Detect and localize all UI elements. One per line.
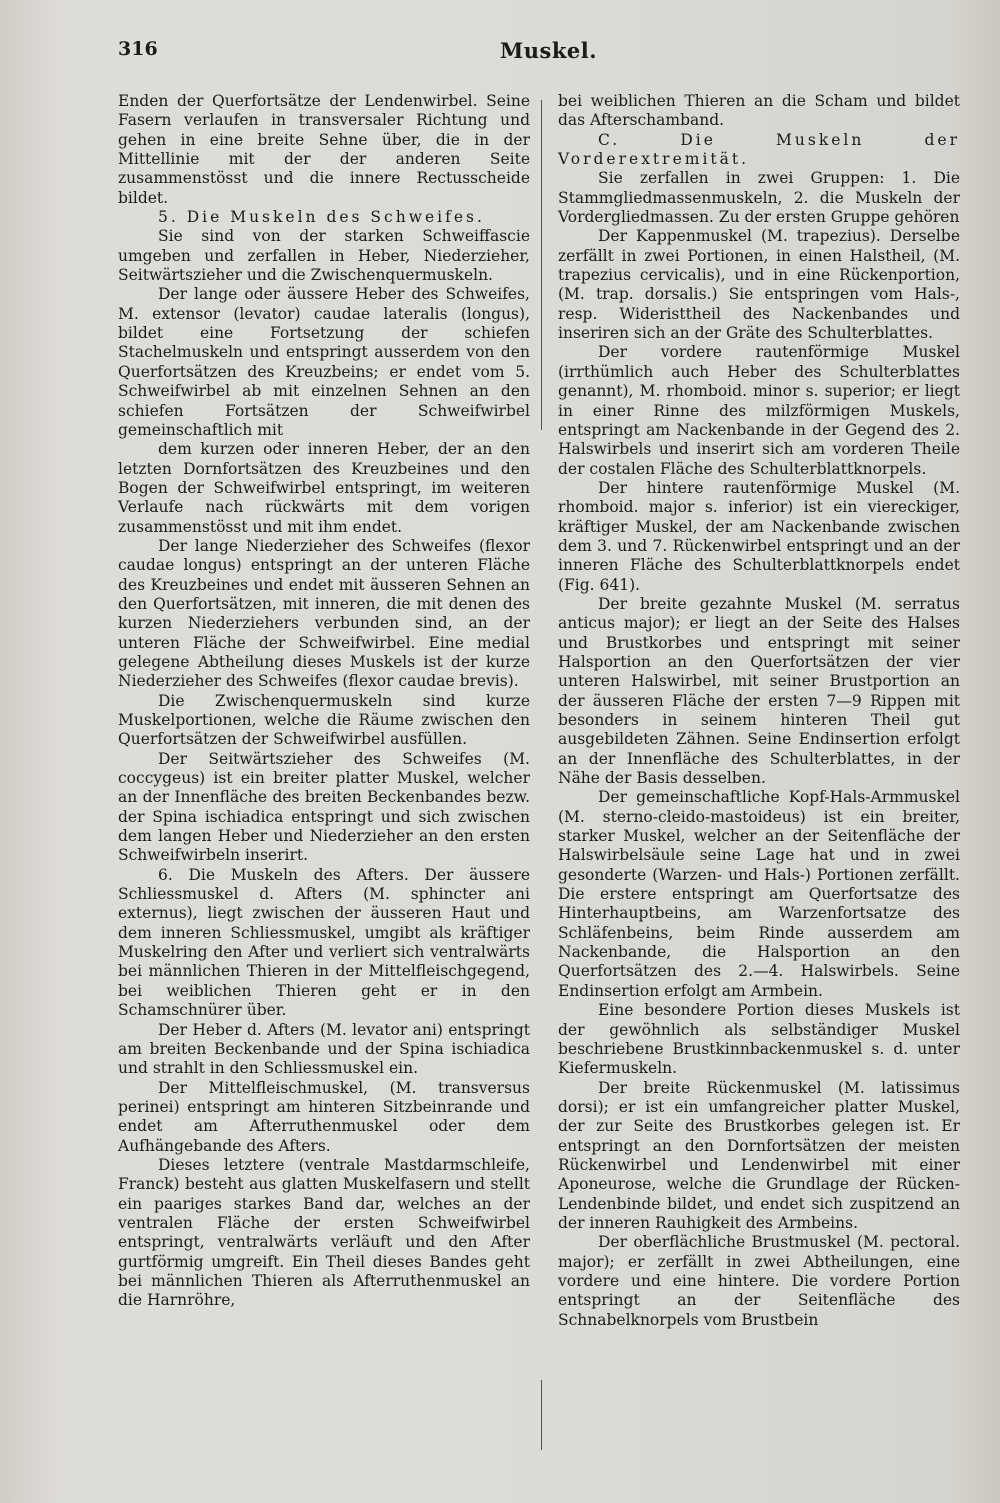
paragraph: Sie zerfallen in zwei Gruppen: 1. Die Stammgliedmassenmuskeln, 2. die Muskeln der Vordergliedmassen. Zu der ersten Gruppe gehören bbox=[558, 169, 960, 227]
section-heading: 5. Die Muskeln des Schweifes. bbox=[158, 208, 485, 227]
column-rule bbox=[541, 100, 542, 430]
paragraph: Der breite Rückenmuskel (M. latissimus dorsi); er ist ein umfangreicher platter Muskel, der zur Seite des Brustkorbes gelegen ist. Er entspringt an den Dornfortsätzen der meisten Rückenwirbel und Lendenwirbel mit einer Aponeurose, welche die Grundlage der Rücken-Lendenbinde bildet, und endet sich zuspitzend an der inneren Rauhigkeit des Armbeins. bbox=[558, 1078, 960, 1232]
paragraph: dem kurzen oder inneren Heber, der an den letzten Dornfortsätzen des Kreuzbeines und den Bogen der Schweifwirbel entspringt, im weiteren Verlaufe nach rückwärts mit dem vorigen zusammenstösst und mit ihm endet. bbox=[118, 440, 530, 536]
paragraph: 6. Die Muskeln des Afters. Der äussere Schliessmuskel d. Afters (M. sphincter ani externus), liegt zwischen der äusseren Haut und dem inneren Schliessmuskel, umgibt als kräftiger Muskelring den After und verliert sich ventralwärts bei männlichen Thieren in der Mittelfleischgegend, bei weiblichen Thieren geht er in den Schamschnürer über. bbox=[118, 865, 530, 1020]
paragraph: Die Zwischenquermuskeln sind kurze Muskelportionen, welche die Räume zwischen den Querfortsätzen der Schweifwirbel ausfüllen. bbox=[118, 691, 530, 749]
paragraph: Der hintere rautenförmige Muskel (M. rhomboid. major s. inferior) ist ein viereckiger, kräftiger Muskel, der am Nackenbande zwischen dem 3. und 7. Rückenwirbel entspringt und an der inneren Fläche des Schulterblattknorpels endet (Fig. 641). bbox=[558, 478, 960, 594]
paragraph: Der Mittelfleischmuskel, (M. transversus perinei) entspringt am hinteren Sitzbeinrande und endet am Afterruthenmuskel oder dem Aufhängebande des Afters. bbox=[118, 1078, 530, 1155]
column-rule bbox=[541, 1380, 542, 1450]
left-column bbox=[118, 92, 530, 1311]
section-heading: C. Die Muskeln der Vorderextremität. bbox=[558, 130, 960, 169]
page-header bbox=[118, 38, 960, 68]
paragraph: Der oberflächliche Brustmuskel (M. pectoral. major); er zerfällt in zwei Abtheilungen, eine vordere und eine hintere. Die vordere Portion entspringt an der Seitenfläche des Schnabelknorpels vom Brustbein bbox=[558, 1233, 960, 1329]
paragraph: Der vordere rautenförmige Muskel (irrthümlich auch Heber des Schulterblattes genannt), M. rhomboid. minor s. superior; er liegt in einer Rinne des milzförmigen Muskels, entspringt am Nackenbande in der Gegend des 2. Halswirbels und inserirt sich am vorderen Theile der costalen Fläche des Schulterblattknorpels. bbox=[558, 343, 960, 478]
paragraph: Enden der Querfortsätze der Lendenwirbel. Seine Fasern verlaufen in transversaler Richtung und gehen in eine breite Sehne über, die in der Mittellinie mit der der anderen Seite zusammenstösst und die innere Rectusscheide bildet. bbox=[118, 92, 530, 207]
running-head: Muskel. bbox=[500, 38, 598, 63]
page-number: 316 bbox=[118, 38, 158, 60]
paragraph: Sie sind von der starken Schweiffascie umgeben und zerfallen in Heber, Niederzieher, Seitwärtszieher und die Zwischenquermuskeln. bbox=[118, 227, 530, 285]
paragraph: Der Seitwärtszieher des Schweifes (M. coccygeus) ist ein breiter platter Muskel, welcher an der Innenfläche des breiten Beckenbandes bezw. der Spina ischiadica entspringt und sich zwischen dem langen Heber und Niederzieher an den ersten Schweifwirbeln inserirt. bbox=[118, 749, 530, 865]
right-column bbox=[558, 92, 960, 1330]
paragraph: Der lange Niederzieher des Schweifes (flexor caudae longus) entspringt an der unteren Fläche des Kreuzbeines und endet mit äusseren Sehnen an den Querfortsätzen, mit inneren, die mit denen des kurzen Niederziehers verbunden sind, an der unteren Fläche der Schweifwirbel. Eine medial gelegene Abtheilung dieses Muskels ist der kurze Niederzieher des Schweifes (flexor caudae brevis). bbox=[118, 536, 530, 691]
paragraph: Der Kappenmuskel (M. trapezius). Derselbe zerfällt in zwei Portionen, in einen Halstheil, (M. trapezius cervicalis), und in eine Rückenportion, (M. trap. dorsalis.) Sie entspringen vom Hals-, resp. Wideristtheil des Nackenbandes und inseriren sich an der Gräte des Schulterblattes. bbox=[558, 227, 960, 343]
paragraph: Eine besondere Portion dieses Muskels ist der gewöhnlich als selbständiger Muskel beschriebene Brustkinnbackenmuskel s. d. unter Kiefermuskeln. bbox=[558, 1001, 960, 1078]
paragraph: Der Heber d. Afters (M. levator ani) entspringt am breiten Beckenbande und der Spina ischiadica und strahlt in den Schliessmuskel ein. bbox=[118, 1020, 530, 1078]
paragraph: Dieses letztere (ventrale Mastdarmschleife, Franck) besteht aus glatten Muskelfasern und stellt ein paariges starkes Band dar, welches an der ventralen Fläche der ersten Schweifwirbel entspringt, ventralwärts verläuft und den After gurtförmig umgreift. Ein Theil dieses Bandes geht bei männlichen Thieren als Afterruthenmuskel an die Harnröhre, bbox=[118, 1155, 530, 1310]
paragraph: Der breite gezahnte Muskel (M. serratus anticus major); er liegt an der Seite des Halses und Brustkorbes und entspringt mit seiner Halsportion an den Querfortsätzen der vier unteren Halswirbel, mit seiner Brustportion an der äusseren Fläche der ersten 7—9 Rippen mit besonders in seinem hinteren Theil gut ausgebildeten Zähnen. Seine Endinsertion erfolgt an der Innenfläche des Schulterblattes, in der Nähe der Basis desselben. bbox=[558, 594, 960, 788]
paragraph: Der lange oder äussere Heber des Schweifes, M. extensor (levator) caudae lateralis (longus), bildet eine Fortsetzung der schiefen Stachelmuskeln und entspringt ausserdem von den Querfortsätzen des Kreuzbeins; er endet vom 5. Schweifwirbel ab mit einzelnen Sehnen an den schiefen Fortsätzen der Schweifwirbel gemeinschaftlich mit bbox=[118, 285, 530, 439]
paragraph: Der gemeinschaftliche Kopf-Hals-Armmuskel (M. sterno-cleido-mastoideus) ist ein breiter, starker Muskel, welcher an der Seitenfläche der Halswirbelsäule seine Lage hat und in zwei gesonderte (Warzen- und Hals-) Portionen zerfällt. Die erstere entspringt am Querfortsatze des Hinterhauptbeins, am Warzenfortsatze des Schläfenbeins, beim Rinde ausserdem am Nackenbande, die Halsportion an den Querfortsätzen des 2.—4. Halswirbels. Seine Endinsertion erfolgt am Armbein. bbox=[558, 788, 960, 1000]
paragraph: bei weiblichen Thieren an die Scham und bildet das Afterschamband. bbox=[558, 92, 960, 130]
